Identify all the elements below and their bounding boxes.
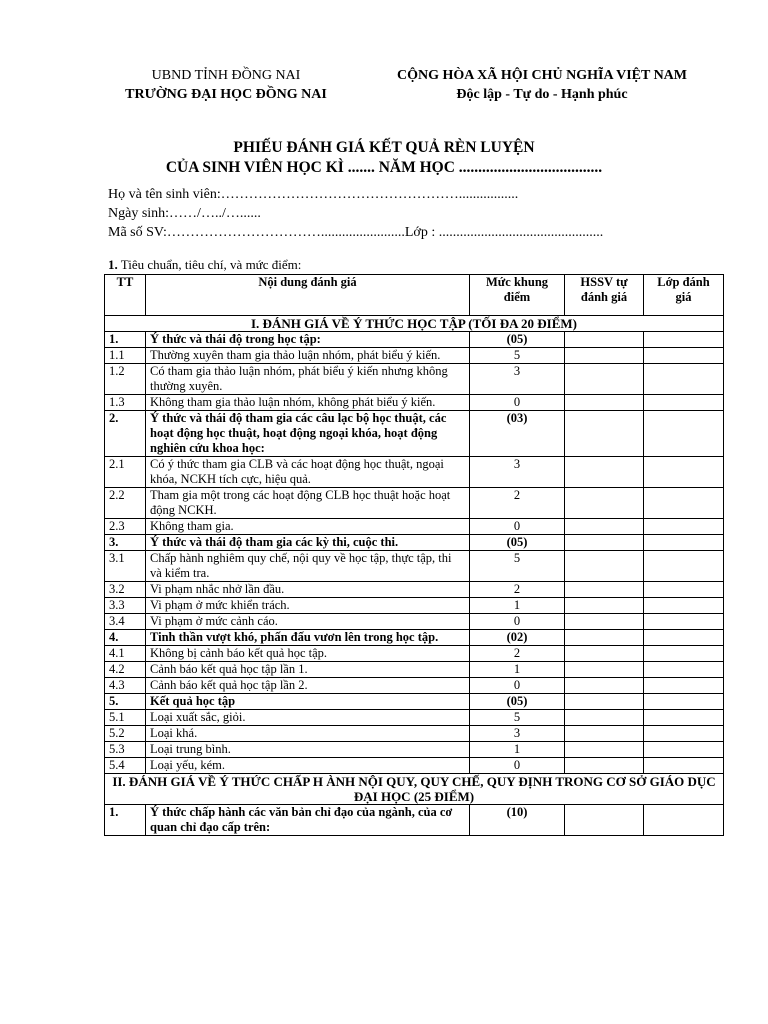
row-score-range: (05) [470,535,565,551]
section-1-label: 1. Tiêu chuẩn, tiêu chí, và mức điểm: [108,257,302,272]
row-score-range: 3 [470,726,565,742]
table-row [105,535,724,551]
row-content: Ý thức và thái độ tham gia các câu lạc bộ học thuật, các hoạt động học thuật, hoạt động ngoại khóa, hoạt động nghiên cứu khoa học: [146,411,470,457]
table-row [105,805,724,836]
table-row [105,411,724,457]
row-number: 3.3 [105,598,146,614]
self-assessment-cell[interactable] [565,551,644,582]
self-assessment-cell[interactable] [565,395,644,411]
class-assessment-cell[interactable] [644,805,724,836]
institution-block [108,66,344,104]
row-number: 3.1 [105,551,146,582]
student-name-field[interactable]: Họ và tên sinh viên:……………………………………………................. [108,187,519,202]
motto: Độc lập - Tự do - Hạnh phúc [456,87,628,102]
self-assessment-cell[interactable] [565,630,644,646]
row-number: 5.1 [105,710,146,726]
row-number: 5. [105,694,146,710]
table-row [105,488,724,519]
row-score-range: 2 [470,646,565,662]
row-number: 2.2 [105,488,146,519]
row-content: Tham gia một trong các hoạt động CLB học thuật hoặc hoạt động NCKH. [146,488,470,519]
self-assessment-cell[interactable] [565,411,644,457]
section-title: II. ĐÁNH GIÁ VỀ Ý THỨC CHẤP H ÀNH NỘI QUY, QUY CHẾ, QUY ĐỊNH TRONG CƠ SỞ GIÁO DỤC ĐẠI HỌC (25 ĐIỂM) [105,774,724,805]
table-row [105,694,724,710]
student-id-field[interactable]: Mã số SV:……………………………........................Lớp : ............................................... [108,225,604,240]
self-assessment-cell[interactable] [565,519,644,535]
title-line-1: PHIẾU ĐÁNH GIÁ KẾT QUẢ RÈN LUYỆN [233,139,535,156]
row-content: Thường xuyên tham gia thảo luận nhóm, phát biểu ý kiến. [146,348,470,364]
table-row [105,598,724,614]
national-motto-block [374,66,710,104]
province-name: UBND TỈNH ĐỒNG NAI [151,68,301,83]
row-score-range: 3 [470,457,565,488]
row-score-range: (02) [470,630,565,646]
row-score-range: 5 [470,710,565,726]
row-number: 4.1 [105,646,146,662]
self-assessment-cell[interactable] [565,614,644,630]
row-number: 5.3 [105,742,146,758]
row-score-range: 0 [470,678,565,694]
self-assessment-cell[interactable] [565,678,644,694]
row-number: 1. [105,805,146,836]
row-content: Có tham gia thảo luận nhóm, phát biểu ý kiến nhưng không thường xuyên. [146,364,470,395]
class-assessment-cell[interactable] [644,710,724,726]
self-assessment-cell[interactable] [565,805,644,836]
self-assessment-cell[interactable] [565,694,644,710]
document-header [0,66,768,110]
row-score-range: 0 [470,614,565,630]
row-content: Vi phạm ở mức cảnh cáo. [146,614,470,630]
class-assessment-cell[interactable] [644,726,724,742]
row-number: 3. [105,535,146,551]
table-row [105,582,724,598]
row-content: Chấp hành nghiêm quy chế, nội quy về học tập, thực tập, thi và kiểm tra. [146,551,470,582]
row-number: 3.2 [105,582,146,598]
row-number: 1.1 [105,348,146,364]
row-content: Ý thức và thái độ trong học tập: [146,332,470,348]
table-row [105,710,724,726]
class-assessment-cell[interactable] [644,598,724,614]
class-assessment-cell[interactable] [644,646,724,662]
row-content: Cảnh báo kết quả học tập lần 1. [146,662,470,678]
table-row [105,332,724,348]
self-assessment-cell[interactable] [565,646,644,662]
table-row [105,457,724,488]
row-score-range: 3 [470,364,565,395]
university-name: TRƯỜNG ĐẠI HỌC ĐỒNG NAI [125,87,327,102]
table-row [105,348,724,364]
row-number: 4.2 [105,662,146,678]
table-header-row [105,275,724,316]
row-score-range: 2 [470,488,565,519]
row-score-range: 2 [470,582,565,598]
class-assessment-cell[interactable] [644,364,724,395]
row-number: 2.1 [105,457,146,488]
row-number: 2. [105,411,146,457]
row-content: Loại yếu, kém. [146,758,470,774]
header-self-assessment: HSSV tự đánh giá [565,275,644,316]
document-title [0,138,768,178]
section-1-text: Tiêu chuẩn, tiêu chí, và mức điểm: [120,257,302,272]
row-score-range: 5 [470,348,565,364]
class-assessment-cell[interactable] [644,630,724,646]
date-of-birth-field[interactable]: Ngày sinh:……/…../…...... [108,206,261,221]
row-number: 2.3 [105,519,146,535]
self-assessment-cell[interactable] [565,364,644,395]
header-tt: TT [105,275,146,316]
country-name: CỘNG HÒA XÃ HỘI CHỦ NGHĨA VIỆT NAM [396,68,687,83]
row-score-range: (03) [470,411,565,457]
class-assessment-cell[interactable] [644,332,724,348]
class-assessment-cell[interactable] [644,662,724,678]
student-info [108,185,728,242]
section-header-row [105,774,724,805]
row-content: Có ý thức tham gia CLB và các hoạt động học thuật, ngoại khóa, NCKH tích cực, hiệu quả. [146,457,470,488]
row-content: Cảnh báo kết quả học tập lần 2. [146,678,470,694]
self-assessment-cell[interactable] [565,758,644,774]
row-score-range: 0 [470,395,565,411]
table-row [105,742,724,758]
row-content: Không tham gia. [146,519,470,535]
row-number: 4.3 [105,678,146,694]
self-assessment-cell[interactable] [565,710,644,726]
row-score-range: (10) [470,805,565,836]
table-row [105,726,724,742]
self-assessment-cell[interactable] [565,742,644,758]
table-row [105,678,724,694]
class-assessment-cell[interactable] [644,758,724,774]
section-header-row [105,316,724,332]
table-row [105,662,724,678]
row-content: Tinh thần vượt khó, phấn đấu vươn lên trong học tập. [146,630,470,646]
row-number: 1.2 [105,364,146,395]
row-score-range: 5 [470,551,565,582]
row-score-range: 1 [470,662,565,678]
section-title: I. ĐÁNH GIÁ VỀ Ý THỨC HỌC TẬP (TỐI ĐA 20 ĐIỂM) [105,316,724,332]
row-score-range: 0 [470,758,565,774]
row-content: Ý thức chấp hành các văn bản chỉ đạo của ngành, của cơ quan chỉ đạo cấp trên: [146,805,470,836]
row-content: Loại xuất sắc, giỏi. [146,710,470,726]
row-content: Vi phạm ở mức khiển trách. [146,598,470,614]
row-number: 5.4 [105,758,146,774]
class-assessment-cell[interactable] [644,488,724,519]
row-score-range: 0 [470,519,565,535]
row-number: 4. [105,630,146,646]
self-assessment-cell[interactable] [565,457,644,488]
self-assessment-cell[interactable] [565,598,644,614]
self-assessment-cell[interactable] [565,332,644,348]
row-number: 5.2 [105,726,146,742]
class-assessment-cell[interactable] [644,535,724,551]
row-number: 1. [105,332,146,348]
class-assessment-cell[interactable] [644,348,724,364]
table-row [105,519,724,535]
class-assessment-cell[interactable] [644,411,724,457]
table-row [105,646,724,662]
row-content: Không tham gia thảo luận nhóm, không phát biểu ý kiến. [146,395,470,411]
table-row [105,630,724,646]
self-assessment-cell[interactable] [565,488,644,519]
row-number: 3.4 [105,614,146,630]
self-assessment-cell[interactable] [565,726,644,742]
class-assessment-cell[interactable] [644,519,724,535]
class-assessment-cell[interactable] [644,395,724,411]
self-assessment-cell[interactable] [565,662,644,678]
class-assessment-cell[interactable] [644,551,724,582]
class-assessment-cell[interactable] [644,457,724,488]
table-row [105,758,724,774]
table-row [105,551,724,582]
row-content: Loại trung bình. [146,742,470,758]
title-line-2: CỦA SINH VIÊN HỌC KÌ ....... NĂM HỌC ..................................... [165,159,603,176]
header-score-range: Mức khung điểm [470,275,565,316]
self-assessment-cell[interactable] [565,348,644,364]
self-assessment-cell[interactable] [565,535,644,551]
row-score-range: 1 [470,742,565,758]
row-score-range: 1 [470,598,565,614]
row-content: Vi phạm nhắc nhở lần đầu. [146,582,470,598]
row-content: Không bị cảnh báo kết quả học tập. [146,646,470,662]
header-content: Nội dung đánh giá [146,275,470,316]
row-number: 1.3 [105,395,146,411]
row-score-range: (05) [470,694,565,710]
class-assessment-cell[interactable] [644,678,724,694]
table-row [105,364,724,395]
class-assessment-cell[interactable] [644,742,724,758]
row-score-range: (05) [470,332,565,348]
row-content: Loại khá. [146,726,470,742]
evaluation-table [104,274,724,836]
class-assessment-cell[interactable] [644,694,724,710]
table-row [105,614,724,630]
class-assessment-cell[interactable] [644,582,724,598]
table-row [105,395,724,411]
header-class-assessment: Lớp đánh giá [644,275,724,316]
row-content: Ý thức và thái độ tham gia các kỳ thi, cuộc thi. [146,535,470,551]
row-content: Kết quả học tập [146,694,470,710]
class-assessment-cell[interactable] [644,614,724,630]
self-assessment-cell[interactable] [565,582,644,598]
